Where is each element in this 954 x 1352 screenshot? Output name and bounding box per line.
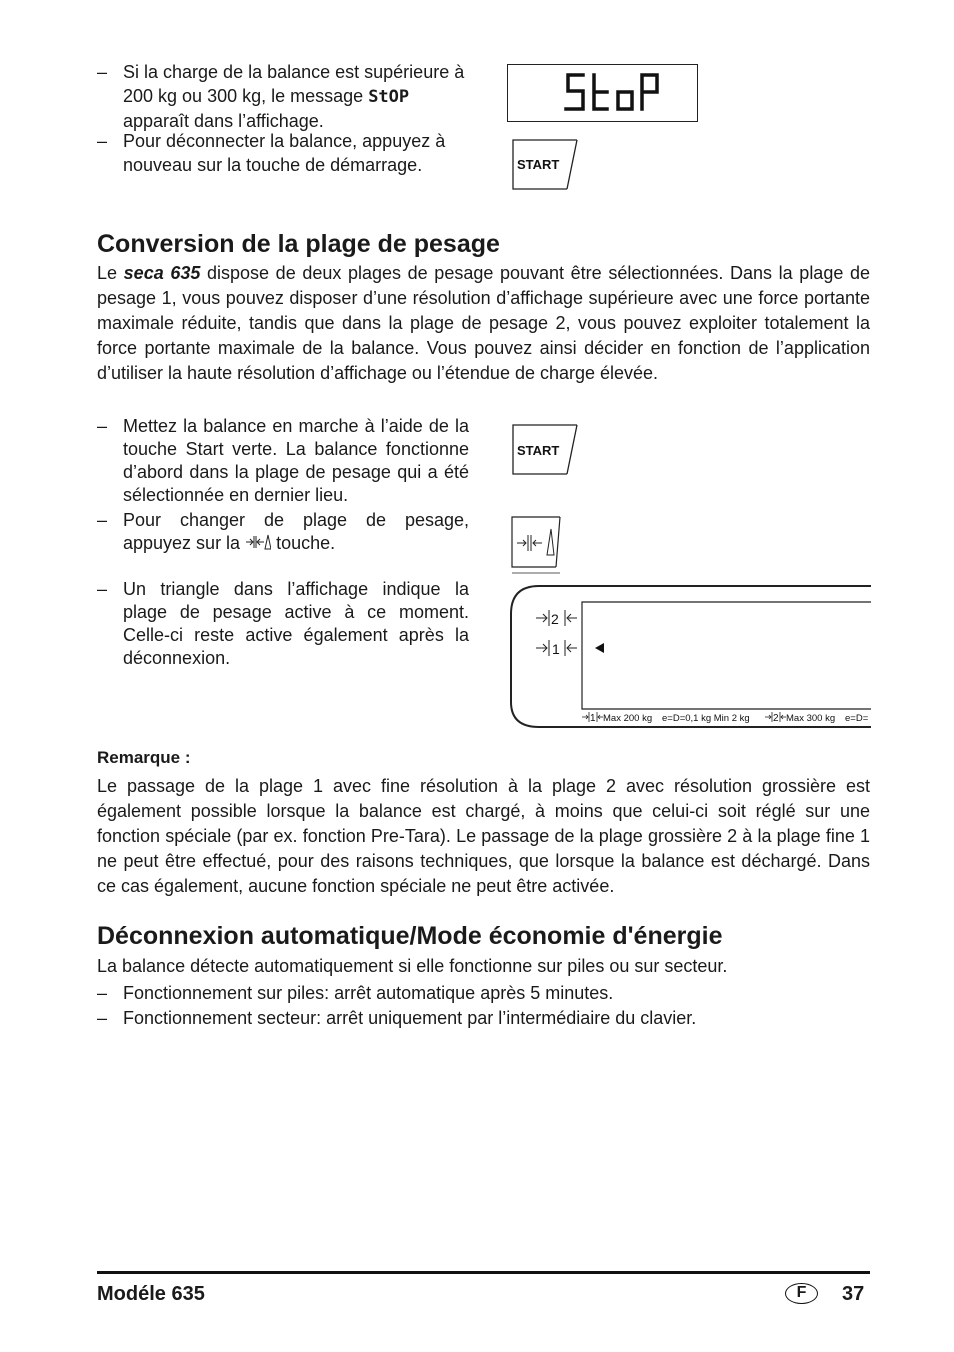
list-item bbox=[97, 509, 469, 555]
intro-text: dispose de deux plages de pesage pouvant être sélectionnées. Dans la plage de pesage 1, vous pouvez disposer d’une résolution d’affichage supérieure avec une force portante maximale réduite, tandis que dans la plage de pesage 2, vous pouvez exploiter totalement la force portante maximale de la balance. Vous pouvez ainsi décider en fonction de l’application d’utiliser la haute résolution d’affichage ou l’étendue de charge élevée. bbox=[97, 263, 870, 383]
start-label: START bbox=[517, 443, 560, 458]
remark-title: Remarque : bbox=[97, 748, 191, 767]
start-key bbox=[511, 424, 581, 476]
start-key bbox=[511, 139, 581, 191]
bullet-dash: – bbox=[97, 1008, 108, 1028]
list-item bbox=[97, 60, 469, 133]
list-item bbox=[97, 578, 469, 670]
brand-name: seca 635 bbox=[123, 263, 201, 283]
list-item bbox=[97, 129, 469, 177]
list-item bbox=[97, 415, 469, 507]
language-badge: F bbox=[785, 1283, 818, 1304]
bullet-dash: – bbox=[97, 510, 108, 530]
strip-range-1: 1 bbox=[590, 713, 596, 724]
remark-text: Le passage de la plage 1 avec fine résolution à la plage 2 avec résolution grossière est également possible lorsque la balance est chargé, à moins que celui-ci soit réglé sur une fonction spéciale (par ex. fonction Pre-Tara). Le passage de la plage grossière 2 à la plage fine 1 ne peut être effectué, pour des raisons techniques, que lorsque la balance est déchargé. Dans ce cas également, aucune fonction spéciale ne peut être activée. bbox=[97, 776, 870, 896]
item-text: apparaît dans l’affichage. bbox=[123, 111, 324, 131]
intro-paragraph bbox=[97, 261, 870, 386]
stop-display bbox=[507, 64, 698, 122]
bullet-dash: – bbox=[97, 983, 108, 1003]
item-text: Un triangle dans l’affichage indique la plage de pesage active à ce moment. Celle-ci reste active également après la déconnexion. bbox=[123, 579, 469, 668]
item-text: Si la charge de la balance est supérieure à 200 kg ou 300 kg, le message bbox=[123, 62, 465, 106]
intro-text: Le bbox=[97, 263, 118, 283]
list-item bbox=[97, 1006, 870, 1030]
list-item bbox=[97, 981, 870, 1005]
item-text: touche. bbox=[276, 533, 336, 553]
bullet-dash: – bbox=[97, 416, 108, 436]
item-text: Fonctionnement sur piles: arrêt automatique après 5 minutes. bbox=[123, 983, 614, 1003]
footer-model: Modéle 635 bbox=[97, 1283, 205, 1305]
item-text: Mettez la balance en marche à l’aide de la touche Start verte. La balance fonctionne d’abord dans la plage de pesage qui a été sélectionnée en dernier lieu. bbox=[123, 416, 469, 505]
start-label: START bbox=[517, 157, 560, 172]
section-title: Conversion de la plage de pesage bbox=[97, 230, 500, 258]
bullet-dash: – bbox=[97, 579, 108, 599]
footer-rule bbox=[97, 1271, 870, 1274]
item-text: Fonctionnement secteur: arrêt uniquement par l’intermédiaire du clavier. bbox=[123, 1008, 697, 1028]
bullet-dash: – bbox=[97, 131, 108, 151]
range-key bbox=[510, 515, 562, 577]
active-range-triangle bbox=[595, 643, 604, 653]
range-display bbox=[509, 584, 871, 730]
strip-range-2: 2 bbox=[773, 713, 779, 724]
item-text: Pour changer de plage de pesage, appuyez sur la bbox=[123, 510, 469, 553]
strip-max-1: Max 200 kg bbox=[603, 713, 653, 724]
range-switch-icon bbox=[517, 529, 554, 555]
stop-display-digits bbox=[508, 65, 696, 120]
bullet-dash: – bbox=[97, 62, 108, 82]
range-switch-icon bbox=[245, 533, 271, 551]
strip-max-2: Max 300 kg bbox=[786, 713, 836, 724]
strip-e-2: e=D= bbox=[845, 713, 869, 724]
section-title: Déconnexion automatique/Mode économie d'énergie bbox=[97, 922, 723, 950]
strip-e-1: e=D=0,1 kg Min 2 kg bbox=[662, 713, 750, 724]
range-1-label: 1 bbox=[552, 641, 560, 657]
stop-code: StOP bbox=[368, 87, 410, 107]
section-intro: La balance détecte automatiquement si elle fonctionne sur piles ou sur secteur. bbox=[97, 956, 728, 976]
range-2-label: 2 bbox=[551, 611, 559, 627]
page-number: 37 bbox=[842, 1283, 865, 1305]
item-text: Pour déconnecter la balance, appuyez à nouveau sur la touche de démarrage. bbox=[123, 131, 446, 175]
